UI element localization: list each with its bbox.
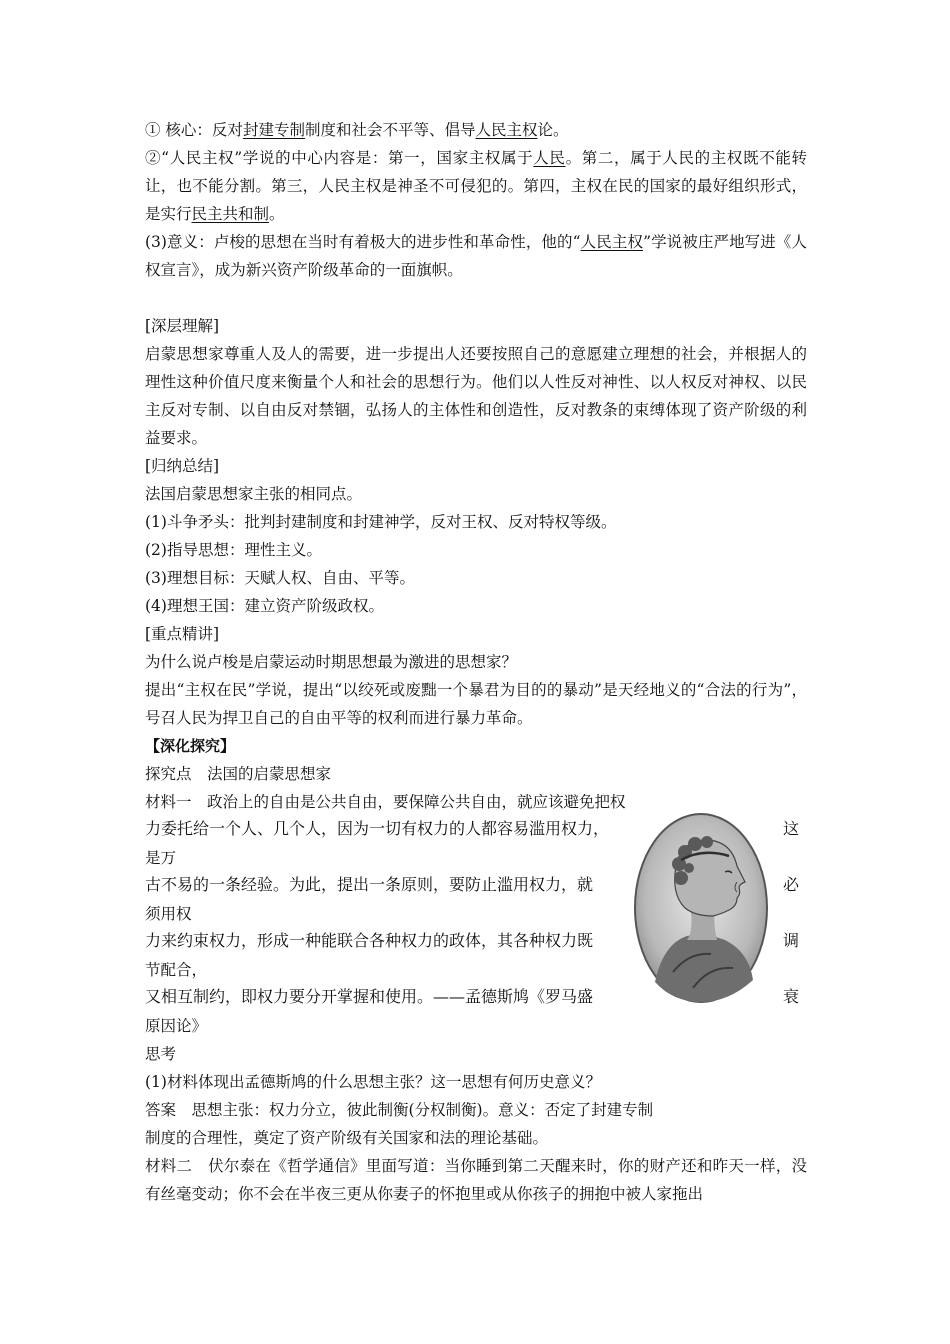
underlined-term: 人民主权 bbox=[580, 233, 644, 251]
section-heading: [重点精讲] bbox=[145, 625, 220, 643]
list-item: (3)理想目标：天赋人权、自由、平等。 bbox=[145, 569, 415, 587]
material-one-continuation: 须用权 bbox=[145, 905, 192, 923]
section-body: 启蒙思想家尊重人及人的需要，进一步提出人还要按照自己的意愿建立理想的社会，并根据人的理性这种价值尺度来衡量个人和社会的思想行为。他们以人性反对神性、以人权反对神权、以民主反对专制、以自由反对禁锢，弘扬人的主体性和创造性，反对教条的束缚体现了资产阶级的利益要求。 bbox=[145, 345, 807, 447]
text: 力委托给一个人、几个人，因为一切有权力的人都容易滥用权力， bbox=[145, 819, 610, 838]
material-one-continuation: 原因论》 bbox=[145, 1017, 208, 1035]
text: 必 bbox=[783, 875, 800, 894]
question: (1)材料体现出孟德斯鸠的什么思想主张？这一思想有何历史意义？ bbox=[145, 1073, 601, 1091]
section-intro: 法国启蒙思想家主张的相同点。 bbox=[145, 485, 363, 503]
significance-paragraph bbox=[145, 228, 807, 284]
list-item: (4)理想王国：建立资产阶级政权。 bbox=[145, 597, 384, 615]
text: ① 核心：反对 bbox=[145, 121, 243, 139]
montesquieu-portrait-image bbox=[633, 812, 769, 1004]
section-heading: 【深化探究】 bbox=[145, 737, 236, 755]
text: ②“人民主权”学说的中心内容是：第一，国家主权属于 bbox=[145, 149, 534, 167]
text: ”学说被庄严地写进《人权宣言》，成为新兴资产阶级革命的一面旗帜。 bbox=[145, 233, 807, 279]
section-heading: [深层理解] bbox=[145, 317, 220, 335]
material-one-continuation: 是万 bbox=[145, 849, 177, 867]
text: 衰 bbox=[783, 987, 800, 1006]
answer-line: 制度的合理性，奠定了资产阶级有关国家和法的理论基础。 bbox=[145, 1129, 549, 1147]
text: 力来约束权力，形成一种能联合各种权力的政体，其各种权力既 bbox=[145, 931, 594, 950]
underlined-term: 人民主权 bbox=[475, 121, 538, 139]
material-two: 材料二 伏尔泰在《哲学通信》里面写道：当你睡到第二天醒来时，你的财产还和昨天一样，没有丝毫变动；你不会在半夜三更从你妻子的怀抱里或从你孩子的拥抱中被人家拖出 bbox=[145, 1157, 807, 1203]
material-one-continuation: 节配合， bbox=[145, 961, 208, 979]
list-item: (1)斗争矛头：批判封建制度和封建神学，反对王权、反对特权等级。 bbox=[145, 513, 617, 531]
answer-line: 答案 思想主张：权力分立，彼此制衡(分权制衡)。意义：否定了封建专制 bbox=[145, 1101, 654, 1119]
text: 又相互制约，即权力要分开掌握和使用。——孟德斯鸠《罗马盛 bbox=[145, 987, 594, 1006]
text: 。第二，属于人民的主权既不能转让，也不能分割。第三，人民主权是神圣不可侵犯的。第四，主权在民的国家的最好组织形式，是实行 bbox=[145, 149, 807, 223]
material-one-line: 材料一 政治上的自由是公共自由，要保障公共自由，就应该避免把权 bbox=[145, 793, 626, 811]
text: 。 bbox=[269, 205, 285, 223]
section-heading: [归纳总结] bbox=[145, 457, 220, 475]
answer: 提出“主权在民”学说，提出“以绞死或废黜一个暴君为目的的暴动”是天经地义的“合法的行为”，号召人民为捍卫自己的自由平等的权利而进行暴力革命。 bbox=[145, 681, 807, 727]
underlined-term: 民主共和制 bbox=[191, 205, 270, 223]
document-page bbox=[145, 116, 807, 1208]
text: 调 bbox=[783, 931, 800, 950]
text: 古不易的一条经验。为此，提出一条原则，要防止滥用权力，就 bbox=[145, 875, 594, 894]
list-item: (2)指导思想：理性主义。 bbox=[145, 541, 322, 559]
underlined-term: 人民 bbox=[533, 149, 566, 167]
underlined-term: 封建专制 bbox=[242, 121, 305, 139]
text: (3)意义：卢梭的思想在当时有着极大的进步性和革命性，他的“ bbox=[145, 233, 581, 251]
question: 为什么说卢梭是启蒙运动时期思想最为激进的思想家？ bbox=[145, 653, 518, 671]
text: 这 bbox=[783, 819, 800, 838]
text: 论。 bbox=[537, 121, 569, 139]
core-line bbox=[145, 116, 807, 144]
think-label: 思考 bbox=[145, 1045, 177, 1063]
inquiry-point: 探究点 法国的启蒙思想家 bbox=[145, 765, 332, 783]
popular-sovereignty-paragraph bbox=[145, 144, 807, 228]
text: 制度和社会不平等、倡导 bbox=[304, 121, 476, 139]
